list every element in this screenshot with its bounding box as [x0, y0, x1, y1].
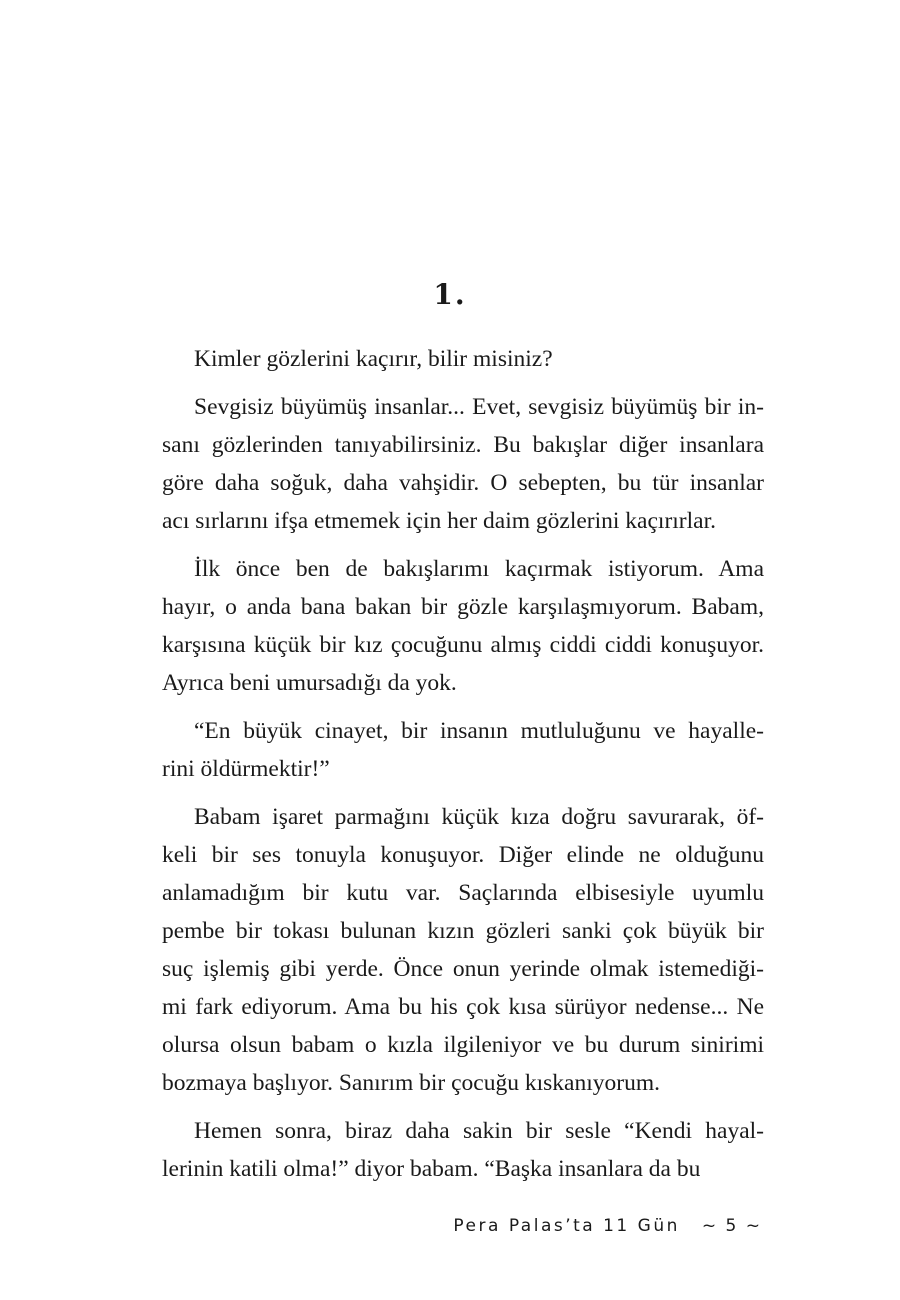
text-line: keli bir ses tonuyla konuşuyor. Diğer elinde ne olduğunu: [162, 842, 764, 868]
text-line: pembe bir tokası bulunan kızın gözleri sanki çok büyük bir: [162, 918, 764, 944]
text-line: Hemen sonra, biraz daha sakin bir sesle “Kendi hayal-: [194, 1118, 764, 1144]
page-footer: [0, 1216, 762, 1236]
text-line: Babam işaret parmağını küçük kıza doğru savurarak, öf-: [194, 804, 764, 830]
text-line: lerinin katili olma!” diyor babam. “Başka insanlara da bu: [162, 1156, 701, 1182]
page-number: ~ 5 ~: [701, 1216, 762, 1236]
text-line: sanı gözlerinden tanıyabilirsiniz. Bu bakışlar diğer insanlara: [162, 432, 764, 458]
running-title: Pera Palas’ta 11 Gün: [453, 1216, 680, 1236]
text-line: bozmaya başlıyor. Sanırım bir çocuğu kıskanıyorum.: [162, 1070, 660, 1096]
paragraph: [162, 1112, 764, 1188]
text-line: Sevgisiz büyümüş insanlar... Evet, sevgisiz büyümüş bir in-: [194, 394, 764, 420]
paragraph: [162, 388, 764, 540]
text-line: “En büyük cinayet, bir insanın mutluluğunu ve hayalle-: [194, 718, 764, 744]
text-line: rini öldürmektir!”: [162, 756, 330, 782]
text-line: acı sırlarını ifşa etmemek için her daim gözlerini kaçırırlar.: [162, 508, 716, 534]
paragraph: [162, 550, 764, 702]
paragraph: [162, 798, 764, 1102]
text-line: İlk önce ben de bakışlarımı kaçırmak istiyorum. Ama: [194, 556, 764, 582]
text-line: karşısına küçük bir kız çocuğunu almış ciddi ciddi konuşuyor.: [162, 632, 764, 658]
chapter-title: 1.: [433, 278, 467, 311]
text-line: mi fark ediyorum. Ama bu his çok kısa sürüyor nedense... Ne: [162, 994, 764, 1020]
paragraph: [162, 712, 764, 788]
text-line: göre daha soğuk, daha vahşidir. O sebepten, bu tür insanlar: [162, 470, 764, 496]
text-line: Ayrıca beni umursadığı da yok.: [162, 670, 457, 696]
text-line: Kimler gözlerini kaçırır, bilir misiniz?: [194, 346, 553, 372]
text-line: suç işlemiş gibi yerde. Önce onun yerinde olmak istemediği-: [162, 956, 764, 982]
text-line: hayır, o anda bana bakan bir gözle karşılaşmıyorum. Babam,: [162, 594, 764, 620]
body-text: [162, 340, 764, 1198]
text-line: anlamadığım bir kutu var. Saçlarında elbisesiyle uyumlu: [162, 880, 764, 906]
paragraph: [162, 340, 764, 378]
text-line: olursa olsun babam o kızla ilgileniyor ve bu durum sinirimi: [162, 1032, 764, 1058]
